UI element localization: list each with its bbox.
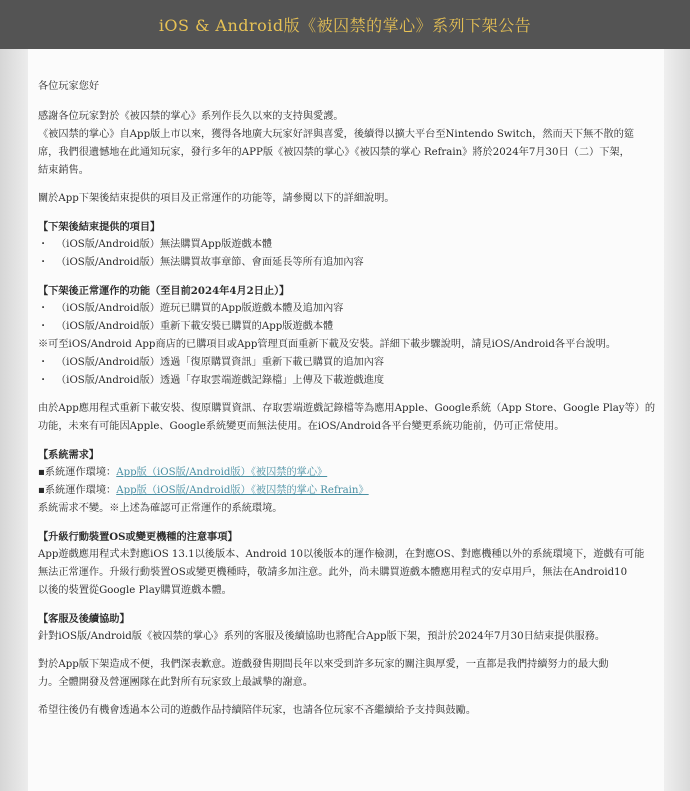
decorative-border-left — [0, 49, 28, 791]
section-title-support: 【客服及後續協助】 — [38, 613, 130, 625]
list-item: ・ （iOS版/Android版）無法購買故事章節、會面延長等所有追加內容 — [38, 257, 364, 268]
system-row: ▪系統運作環境：App版（iOS版/Android版）《被囚禁的掌心 Refrain》 — [38, 485, 369, 496]
list-item: ・ （iOS版/Android版）重新下載安裝已購買的App版遊戲本體 — [38, 321, 334, 332]
greeting: 各位玩家您好 — [38, 81, 100, 92]
system-note: 系統需求不變。※上述為確認可正常運作的系統環境。 — [38, 503, 283, 514]
section-title-upgrade: 【升級行動裝置OS或變更機種的注意事項】 — [38, 531, 238, 543]
support-line: 針對iOS版/Android版《被囚禁的掌心》系列的客服及後續協助也將配合App版下架，預計於2024年7月30日結束提供服務。 — [38, 631, 606, 642]
system-link-2[interactable]: App版（iOS版/Android版）《被囚禁的掌心 Refrain》 — [116, 485, 369, 496]
list-item: ・ （iOS版/Android版）無法購買App版遊戲本體 — [38, 239, 273, 250]
list-item: ・ （iOS版/Android版）透過「復原購買資訊」重新下載已購買的追加內容 — [38, 357, 385, 368]
upgrade-line: App遊戲應用程式未對應iOS 13.1以後版本、Android 10以後版本的運作檢測，在對應OS、對應機種以外的系統環境下，遊戲有可能 — [38, 549, 645, 560]
page-title: iOS & Android版《被囚禁的掌心》系列下架公告 — [158, 16, 532, 35]
section-title-end-items: 【下架後結束提供的項目】 — [38, 221, 161, 233]
intro-line: 感謝各位玩家對於《被囚禁的掌心》系列作長久以來的支持與愛護。 — [38, 111, 344, 122]
intro-line: 《被囚禁的掌心》自App版上市以來，獲得各地廣大玩家好評與喜愛，後續得以擴大平台至Nintendo Switch，然而天下無不散的筵 — [38, 129, 635, 140]
announcement-body — [38, 78, 660, 720]
decorative-border-right — [664, 49, 690, 791]
intro-line: 席，我們很遺憾地在此通知玩家，發行多年的APP版《被囚禁的掌心》《被囚禁的掌心 Refrain》將於2024年7月30日（二）下架， — [38, 147, 630, 158]
section-title-system-requirements: 【系統需求】 — [38, 449, 100, 461]
download-note: ※可至iOS/Android App商店的已購項目或App管理頁面重新下載及安裝。詳細下載步驟說明，請見iOS/Android各平台說明。 — [38, 339, 617, 350]
apology-line: 對於App版下架造成不便，我們深表歉意。遊戲發售期間長年以來受到許多玩家的關注與厚愛，一直都是我們持續努力的最大動 — [38, 659, 609, 670]
announcement-header — [0, 0, 690, 49]
closing-line: 希望往後仍有機會透過本公司的遊戲作品持續陪伴玩家，也請各位玩家不吝繼續給予支持與鼓勵。 — [38, 705, 477, 716]
platform-line: 由於App應用程式重新下載安裝、復原購買資訊、存取雲端遊戲記錄檔等為應用Apple、Google系統（App Store、Google Play等）的 — [38, 403, 656, 414]
upgrade-line: 以後的裝置從Google Play購買遊戲本體。 — [38, 585, 232, 596]
list-item: ・ （iOS版/Android版）透過「存取雲端遊戲記錄檔」上傳及下載遊戲進度 — [38, 375, 385, 386]
section-title-working-features: 【下架後正常運作的功能（至目前2024年4月2日止）】 — [38, 285, 290, 297]
list-item: ・ （iOS版/Android版）遊玩已購買的App版遊戲本體及追加內容 — [38, 303, 344, 314]
system-link-1[interactable]: App版（iOS版/Android版）《被囚禁的掌心》 — [116, 467, 328, 478]
details-note: 關於App下架後結束提供的項目及正常運作的功能等，請參閱以下的詳細說明。 — [38, 193, 395, 204]
intro-line: 結束銷售。 — [38, 165, 89, 176]
upgrade-line: 無法正常運作。升級行動裝置OS或變更機種時，敬請多加注意。此外，尚未購買遊戲本體應用程式的安卓用戶，無法在Android10 — [38, 567, 628, 578]
platform-line: 功能，未來有可能因Apple、Google系統變更而無法使用。在iOS/Android各平台變更系統功能前，仍可正常使用。 — [38, 421, 565, 432]
apology-line: 力。全體開發及營運團隊在此對所有玩家致上最誠摯的謝意。 — [38, 677, 314, 688]
system-row: ▪系統運作環境：App版（iOS版/Android版）《被囚禁的掌心》 — [38, 467, 328, 478]
